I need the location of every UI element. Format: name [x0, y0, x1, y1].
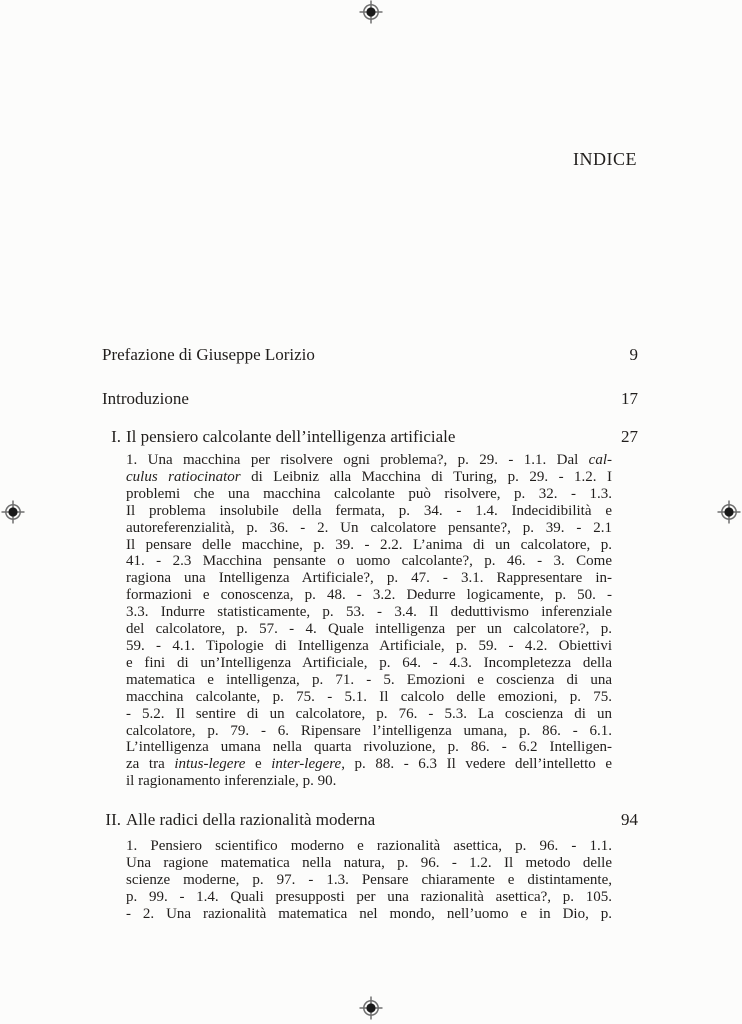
summary-line: macchina calcolante, p. 75. - 5.1. Il calcolo delle emozioni, p. 75. [126, 688, 612, 705]
toc-entry-chapter-1 [102, 427, 638, 447]
summary-line: problemi che una macchina calcolante può risolvere, p. 32. - 1.3. [126, 485, 612, 502]
summary-line: Il pensare delle macchine, p. 39. - 2.2. L’anima di un calcolatore, p. [126, 536, 612, 553]
registration-mark-bottom-icon [359, 996, 383, 1020]
toc-entry-title: Prefazione di Giuseppe Lorizio [102, 345, 315, 364]
toc-entry-prefazione [102, 345, 638, 365]
summary-line: 1. Una macchina per risolvere ogni problema?, p. 29. - 1.1. Dal cal- [126, 452, 612, 468]
summary-line: 59. - 4.1. Tipologie di Intelligenza Artificiale, p. 59. - 4.2. Obiettivi [126, 637, 612, 654]
summary-line: il ragionamento inferenziale, p. 90. [126, 773, 337, 790]
summary-line: 41. - 2.3 Macchina pensante o uomo calcolante?, p. 46. - 3. Come [126, 553, 612, 570]
chapter-page-number: 94 [621, 810, 638, 829]
chapter-1-summary [126, 452, 612, 790]
summary-line: ragiona una Intelligenza Artificiale?, p. 47. - 3.1. Rappresentare in- [126, 570, 612, 587]
chapter-numeral: II. [105, 810, 121, 829]
registration-mark-left-icon [1, 500, 25, 524]
toc-entry-introduzione [102, 389, 638, 409]
summary-line: Il problema insolubile della fermata, p. 34. - 1.4. Indecidibilità e [126, 502, 612, 519]
summary-line: formazioni e conoscenza, p. 48. - 3.2. Dedurre logicamente, p. 50. - [126, 587, 612, 604]
summary-line: e fini di un’Intelligenza Artificiale, p. 64. - 4.3. Incompletezza della [126, 654, 612, 671]
chapter-title: Alle radici della razionalità moderna [126, 810, 376, 829]
summary-line: del calcolatore, p. 57. - 4. Quale intelligenza per un calcolatore?, p. [126, 621, 612, 638]
toc-entry-page-number: 17 [621, 389, 638, 408]
page-title: INDICE [573, 149, 637, 169]
summary-line: 1. Pensiero scientifico moderno e razionalità asettica, p. 96. - 1.1. [126, 838, 612, 854]
summary-line: scienze moderne, p. 97. - 1.3. Pensare chiaramente e distintamente, [126, 871, 612, 888]
summary-line: autoreferenzialità, p. 36. - 2. Un calcolatore pensante?, p. 39. - 2.1 [126, 519, 612, 536]
toc-entry-page-number: 9 [629, 345, 638, 364]
summary-line: Una ragione matematica nella natura, p. 96. - 1.2. Il metodo delle [126, 854, 612, 871]
summary-line: L’intelligenza umana nella quarta rivoluzione, p. 86. - 6.2 Intelligen- [126, 739, 612, 756]
chapter-numeral: I. [111, 427, 121, 446]
summary-line: p. 99. - 1.4. Quali presupposti per una razionalità asettica?, p. 105. [126, 888, 612, 905]
summary-line: 3.3. Indurre statisticamente, p. 53. - 3.4. Il deduttivismo inferenziale [126, 604, 612, 621]
summary-line: calcolatore, p. 79. - 6. Ripensare l’intelligenza umana, p. 86. - 6.1. [126, 722, 612, 739]
toc-entry-chapter-2 [102, 810, 638, 830]
summary-line: - 5.2. Il sentire di un calcolatore, p. 76. - 5.3. La coscienza di un [126, 705, 612, 722]
registration-mark-right-icon [717, 500, 741, 524]
summary-line: matematica e intelligenza, p. 71. - 5. Emozioni e coscienza di una [126, 671, 612, 688]
chapter-title: Il pensiero calcolante dell’intelligenza artificiale [126, 427, 456, 446]
chapter-2-summary [126, 838, 612, 923]
summary-line: - 2. Una razionalità matematica nel mondo, nell’uomo e in Dio, p. [126, 905, 612, 922]
registration-mark-top-icon [359, 0, 383, 24]
toc-entry-title: Introduzione [102, 389, 189, 408]
summary-line: culus ratiocinator di Leibniz alla Macchina di Turing, p. 29. - 1.2. I [126, 468, 612, 485]
summary-line: za tra intus-legere e inter-legere, p. 88. - 6.3 Il vedere dell’intelletto e [126, 756, 612, 773]
chapter-page-number: 27 [621, 427, 638, 446]
